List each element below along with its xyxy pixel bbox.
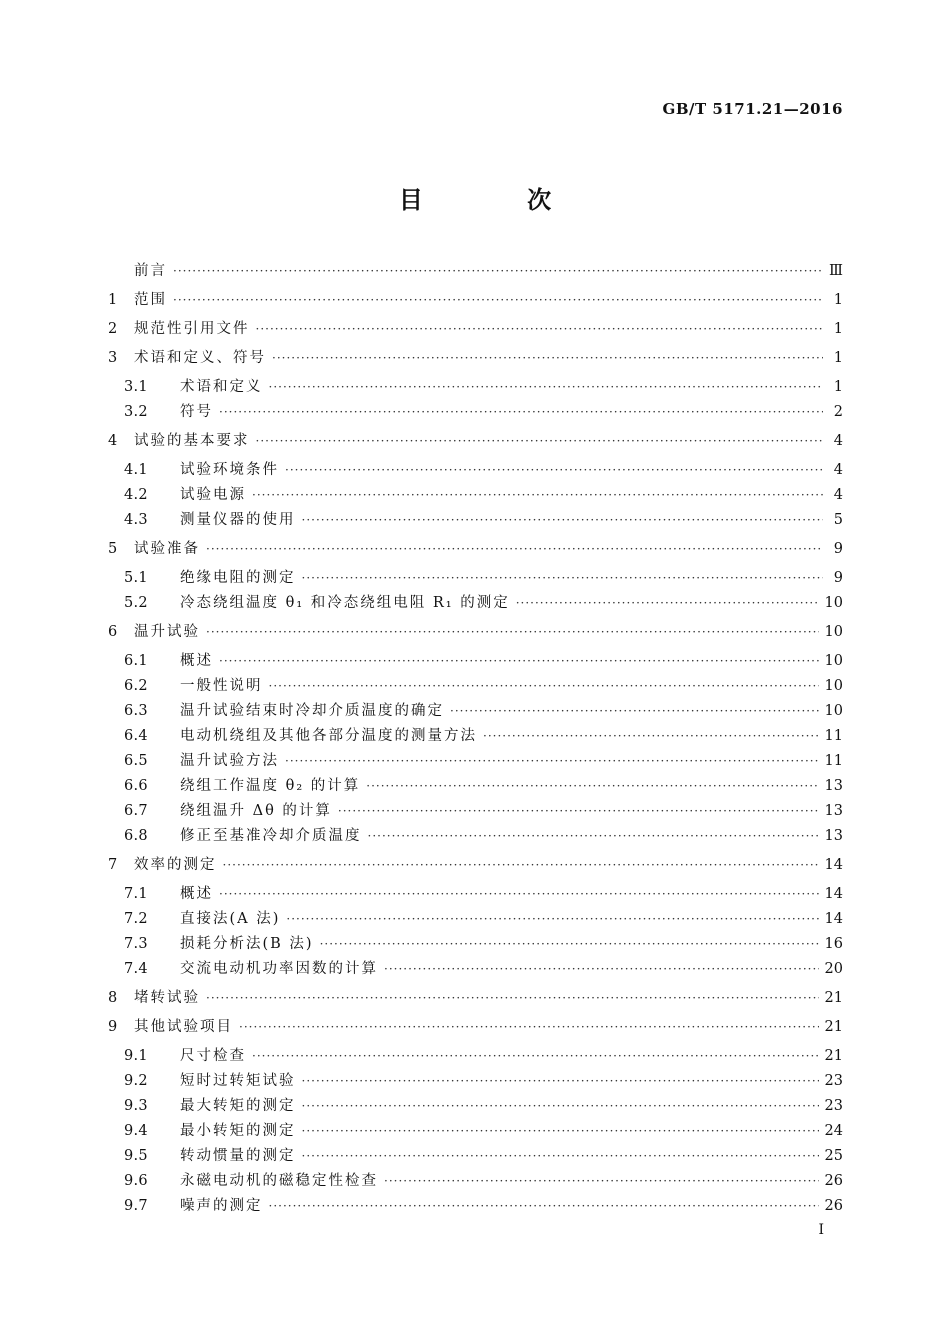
- toc-entry[interactable]: [108, 401, 843, 423]
- toc-entry-title: 短时过转矩试验: [180, 1073, 296, 1089]
- dot-leader: [483, 725, 819, 747]
- toc-entry-title: 术语和定义、符号: [134, 350, 266, 366]
- toc-entry[interactable]: [108, 1170, 843, 1192]
- toc-entry-page: 4: [833, 462, 843, 478]
- toc-entry-page: 10: [824, 624, 843, 640]
- dot-leader: [252, 1045, 819, 1067]
- dot-leader: [302, 1095, 819, 1117]
- toc-entry-title: 尺寸检查: [180, 1048, 246, 1064]
- toc-entry-title: 修正至基准冷却介质温度: [180, 828, 362, 844]
- toc-entry[interactable]: [108, 592, 843, 614]
- toc-entry-number: 7.2: [124, 911, 148, 927]
- dot-leader: [450, 700, 819, 722]
- dot-leader: [269, 376, 824, 398]
- toc-entry-page: 20: [824, 961, 843, 977]
- toc-entry[interactable]: [108, 800, 843, 822]
- toc-entry-page: 1: [833, 350, 843, 366]
- toc-entry-page: 10: [824, 703, 843, 719]
- toc-entry[interactable]: [108, 958, 843, 980]
- toc-entry-number: 5: [108, 541, 118, 557]
- toc-entry[interactable]: [108, 1120, 843, 1142]
- dot-leader: [366, 775, 818, 797]
- dot-leader: [384, 958, 819, 980]
- toc-entry[interactable]: [108, 854, 843, 876]
- toc-entry-page: 21: [824, 990, 843, 1006]
- toc-entry[interactable]: [108, 260, 843, 282]
- toc-entry-number: 9.1: [124, 1048, 148, 1064]
- toc-entry-page: 4: [833, 433, 843, 449]
- toc-entry[interactable]: [108, 1195, 843, 1217]
- toc-entry-page: 11: [824, 728, 843, 744]
- toc-entry[interactable]: [108, 509, 843, 531]
- toc-entry-title: 最大转矩的测定: [180, 1098, 296, 1114]
- toc-entry-number: 8: [108, 990, 118, 1006]
- toc-entry-title: 永磁电动机的磁稳定性检查: [180, 1173, 378, 1189]
- toc-entry-page: 2: [833, 404, 843, 420]
- toc-entry-title: 最小转矩的测定: [180, 1123, 296, 1139]
- toc-entry[interactable]: [108, 430, 843, 452]
- toc-entry-page: 4: [833, 487, 843, 503]
- toc-entry-page: 1: [833, 321, 843, 337]
- table-of-contents: [108, 0, 843, 1342]
- toc-entry-title: 温升试验结束时冷却介质温度的确定: [180, 703, 444, 719]
- dot-leader: [338, 800, 819, 822]
- toc-entry-title: 前言: [134, 263, 167, 279]
- dot-leader: [272, 347, 823, 369]
- toc-entry-number: 6.2: [124, 678, 148, 694]
- toc-entry-page: 14: [824, 857, 843, 873]
- toc-entry-page: Ⅲ: [829, 263, 843, 279]
- dot-leader: [269, 675, 819, 697]
- toc-entry-page: 23: [824, 1073, 843, 1089]
- toc-entry-number: 6.7: [124, 803, 148, 819]
- toc-entry-page: 10: [824, 653, 843, 669]
- toc-entry-title: 符号: [180, 404, 213, 420]
- toc-entry[interactable]: [108, 825, 843, 847]
- dot-leader: [285, 750, 819, 772]
- toc-entry[interactable]: [108, 567, 843, 589]
- dot-leader: [256, 430, 824, 452]
- dot-leader: [368, 825, 819, 847]
- toc-entry-title: 直接法(A 法): [180, 911, 281, 927]
- dot-leader: [302, 1145, 819, 1167]
- toc-entry-page: 9: [833, 570, 843, 586]
- toc-entry[interactable]: [108, 775, 843, 797]
- toc-entry-number: 4.1: [124, 462, 148, 478]
- dot-leader: [302, 509, 824, 531]
- toc-entry[interactable]: [108, 376, 843, 398]
- toc-entry[interactable]: [108, 700, 843, 722]
- toc-entry-title: 一般性说明: [180, 678, 263, 694]
- toc-entry-number: 6.8: [124, 828, 148, 844]
- toc-entry-number: 9: [108, 1019, 118, 1035]
- dot-leader: [256, 318, 824, 340]
- toc-entry-page: 9: [833, 541, 843, 557]
- toc-entry[interactable]: [108, 1095, 843, 1117]
- dot-leader: [285, 459, 823, 481]
- toc-entry[interactable]: [108, 621, 843, 643]
- dot-leader: [320, 933, 819, 955]
- toc-entry-number: 3: [108, 350, 118, 366]
- toc-entry[interactable]: [108, 725, 843, 747]
- toc-entry-number: 9.3: [124, 1098, 148, 1114]
- toc-entry-page: 13: [824, 778, 843, 794]
- dot-leader: [252, 484, 823, 506]
- toc-entry[interactable]: [108, 987, 843, 1009]
- toc-entry-number: 9.5: [124, 1148, 148, 1164]
- dot-leader: [219, 401, 823, 423]
- dot-leader: [206, 987, 819, 1009]
- toc-entry-title: 绝缘电阻的测定: [180, 570, 296, 586]
- toc-entry-page: 25: [824, 1148, 843, 1164]
- toc-entry[interactable]: [108, 347, 843, 369]
- toc-entry-title: 概述: [180, 886, 213, 902]
- toc-entry-page: 1: [833, 379, 843, 395]
- dot-leader: [219, 883, 819, 905]
- toc-entry-number: 7.4: [124, 961, 148, 977]
- dot-leader: [302, 567, 824, 589]
- toc-entry-title: 冷态绕组温度 θ₁ 和冷态绕组电阻 R₁ 的测定: [180, 595, 510, 611]
- toc-entry-number: 5.1: [124, 570, 148, 586]
- toc-entry-page: 16: [824, 936, 843, 952]
- toc-entry-page: 5: [833, 512, 843, 528]
- toc-entry-page: 13: [824, 803, 843, 819]
- toc-entry-number: 4: [108, 433, 118, 449]
- toc-entry-title: 绕组工作温度 θ₂ 的计算: [180, 778, 361, 794]
- toc-entry-page: 14: [824, 886, 843, 902]
- toc-entry[interactable]: [108, 883, 843, 905]
- toc-entry-page: 10: [824, 678, 843, 694]
- toc-entry-page: 23: [824, 1098, 843, 1114]
- toc-entry-number: 4.3: [124, 512, 148, 528]
- toc-entry-title: 试验环境条件: [180, 462, 279, 478]
- toc-entry-number: 7: [108, 857, 118, 873]
- toc-title: 目 次: [398, 185, 600, 214]
- toc-entry-title: 概述: [180, 653, 213, 669]
- toc-entry-title: 效率的测定: [134, 857, 217, 873]
- dot-leader: [302, 1120, 819, 1142]
- toc-entry[interactable]: [108, 459, 843, 481]
- toc-entry-number: 9.2: [124, 1073, 148, 1089]
- toc-entry-title: 损耗分析法(B 法): [180, 936, 314, 952]
- toc-entry-page: 21: [824, 1048, 843, 1064]
- toc-entry[interactable]: [108, 484, 843, 506]
- toc-entry-number: 6.5: [124, 753, 148, 769]
- toc-entry-title: 绕组温升 Δθ 的计算: [180, 803, 332, 819]
- dot-leader: [239, 1016, 819, 1038]
- dot-leader: [173, 260, 823, 282]
- toc-entry-title: 温升试验: [134, 624, 200, 640]
- toc-entry[interactable]: [108, 318, 843, 340]
- dot-leader: [173, 289, 823, 311]
- toc-entry-number: 9.6: [124, 1173, 148, 1189]
- toc-entry-number: 4.2: [124, 487, 148, 503]
- toc-entry-title: 试验电源: [180, 487, 246, 503]
- toc-entry-title: 转动惯量的测定: [180, 1148, 296, 1164]
- dot-leader: [219, 650, 819, 672]
- toc-entry-number: 6.1: [124, 653, 148, 669]
- toc-entry-page: 24: [824, 1123, 843, 1139]
- toc-entry-number: 1: [108, 292, 118, 308]
- toc-entry-number: 6.4: [124, 728, 148, 744]
- dot-leader: [516, 592, 819, 614]
- toc-entry-title: 范围: [134, 292, 167, 308]
- toc-entry[interactable]: [108, 1016, 843, 1038]
- toc-entry-number: 7.3: [124, 936, 148, 952]
- toc-entry-title: 温升试验方法: [180, 753, 279, 769]
- toc-entry-number: 9.7: [124, 1198, 148, 1214]
- toc-entry-title: 噪声的测定: [180, 1198, 263, 1214]
- toc-entry-title: 电动机绕组及其他各部分温度的测量方法: [180, 728, 477, 744]
- toc-entry-number: 6: [108, 624, 118, 640]
- toc-entry[interactable]: [108, 933, 843, 955]
- toc-entry-page: 14: [824, 911, 843, 927]
- toc-entry-number: 3.1: [124, 379, 148, 395]
- toc-entry-page: 11: [824, 753, 843, 769]
- toc-entry[interactable]: [108, 1070, 843, 1092]
- toc-entry[interactable]: [108, 289, 843, 311]
- dot-leader: [206, 538, 823, 560]
- dot-leader: [223, 854, 819, 876]
- toc-entry[interactable]: [108, 1145, 843, 1167]
- toc-entry-page: 13: [824, 828, 843, 844]
- toc-entry-title: 术语和定义: [180, 379, 263, 395]
- toc-entry[interactable]: [108, 650, 843, 672]
- toc-entry[interactable]: [108, 538, 843, 560]
- toc-entry-page: 26: [824, 1198, 843, 1214]
- toc-entry[interactable]: [108, 1045, 843, 1067]
- toc-entry-number: 6.3: [124, 703, 148, 719]
- toc-entry-title: 规范性引用文件: [134, 321, 250, 337]
- page-number: I: [818, 1222, 824, 1238]
- toc-entry-title: 交流电动机功率因数的计算: [180, 961, 378, 977]
- toc-entry[interactable]: [108, 750, 843, 772]
- toc-entry-title: 其他试验项目: [134, 1019, 233, 1035]
- dot-leader: [286, 908, 818, 930]
- dot-leader: [384, 1170, 819, 1192]
- standard-code: GB/T 5171.21—2016: [662, 100, 843, 118]
- toc-entry-number: 7.1: [124, 886, 148, 902]
- toc-entry-page: 10: [824, 595, 843, 611]
- toc-entry-number: 6.6: [124, 778, 148, 794]
- toc-entry-number: 5.2: [124, 595, 148, 611]
- toc-entry[interactable]: [108, 908, 843, 930]
- toc-entry-title: 堵转试验: [134, 990, 200, 1006]
- toc-entry-page: 1: [833, 292, 843, 308]
- toc-entry[interactable]: [108, 675, 843, 697]
- dot-leader: [302, 1070, 819, 1092]
- toc-entry-number: 9.4: [124, 1123, 148, 1139]
- toc-entry-title: 测量仪器的使用: [180, 512, 296, 528]
- toc-entry-page: 21: [824, 1019, 843, 1035]
- dot-leader: [206, 621, 819, 643]
- toc-entry-title: 试验的基本要求: [134, 433, 250, 449]
- toc-entry-number: 2: [108, 321, 118, 337]
- toc-entry-title: 试验准备: [134, 541, 200, 557]
- toc-entry-number: 3.2: [124, 404, 148, 420]
- dot-leader: [269, 1195, 819, 1217]
- toc-entry-page: 26: [824, 1173, 843, 1189]
